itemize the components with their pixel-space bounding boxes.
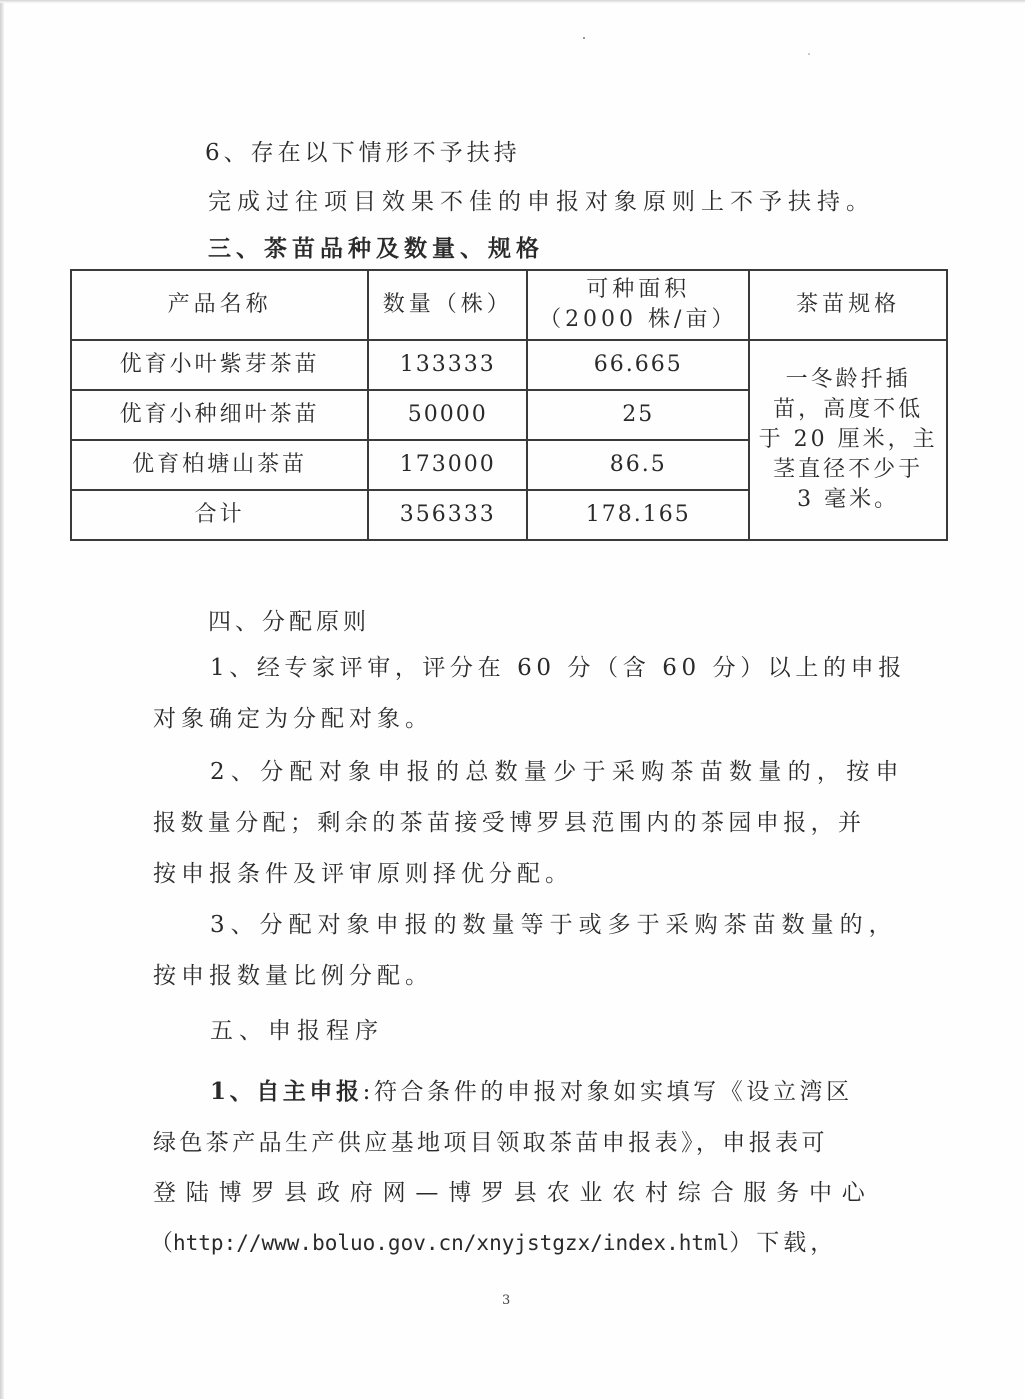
- download-url[interactable]: http://www.boluo.gov.cn/xnyjstgzx/index.html: [173, 1231, 730, 1255]
- section4-title: 四、分配原则: [208, 609, 370, 635]
- spec-line: 茎直径不少于: [773, 457, 924, 482]
- row-quantity: 50000: [368, 390, 527, 440]
- section4-item2-line2: 报数量分配；剩余的茶苗接受博罗县范围内的茶园申报，并: [153, 810, 866, 836]
- header-spec: 茶苗规格: [749, 270, 947, 340]
- row-product-name: 优育柏塘山茶苗: [71, 440, 368, 490]
- scan-edge: [0, 0, 1025, 3]
- row-product-name: 优育小种细叶茶苗: [71, 390, 368, 440]
- section4-item3-line2: 按申报数量比例分配。: [153, 963, 433, 989]
- section4-item1-line2: 对象确定为分配对象。: [153, 706, 433, 732]
- section4-item3-line1: 3、分配对象申报的数量等于或多于采购茶苗数量的，: [210, 912, 898, 938]
- section5-title: 五、申报程序: [210, 1018, 384, 1044]
- table-row: [71, 340, 947, 390]
- header-quantity: 数量（株）: [368, 270, 527, 340]
- spec-line: 苗，高度不低: [773, 397, 924, 422]
- section4-item1-line1: 1、经专家评审，评分在 60 分（含 60 分）以上的申报: [210, 655, 906, 681]
- url-close-text: ）下载，: [729, 1230, 838, 1256]
- row-product-name: 优育小叶紫芽茶苗: [71, 340, 368, 390]
- row-area: 25: [527, 390, 749, 440]
- spec-line: 一冬龄扦插: [785, 367, 911, 392]
- scan-speck: [808, 53, 810, 55]
- scan-edge: [0, 0, 4, 1399]
- row-area: 86.5: [527, 440, 749, 490]
- url-open-paren: （: [150, 1230, 173, 1256]
- section6-body: 完成过往项目效果不佳的申报对象原则上不予扶持。: [208, 189, 875, 215]
- spec-line: 3 毫米。: [797, 487, 900, 512]
- header-area-line1: 可种面积: [586, 277, 691, 302]
- section6-title: 6、存在以下情形不予扶持: [205, 140, 521, 166]
- self-report-text: :符合条件的申报对象如实填写《设立湾区: [362, 1079, 853, 1105]
- table-header-row: [71, 270, 947, 340]
- header-area: [527, 270, 749, 340]
- total-quantity: 356333: [368, 490, 527, 540]
- section3-title: 三、茶苗品种及数量、规格: [208, 235, 544, 262]
- section5-item1-line1: [210, 1077, 853, 1107]
- row-quantity: 133333: [368, 340, 527, 390]
- header-area-line2: （2000 株/亩）: [539, 307, 738, 332]
- section5-item1-line2: 绿色茶产品生产供应基地项目领取茶苗申报表》，申报表可: [153, 1130, 828, 1156]
- section5-item1-line3: 登陆博罗县政府网—博罗县农业农村综合服务中心: [153, 1180, 875, 1206]
- section5-item1-line4: [150, 1228, 837, 1258]
- total-label: 合计: [71, 490, 368, 540]
- seedling-table: [70, 269, 948, 541]
- spec-line: 于 20 厘米，主: [758, 427, 938, 452]
- header-product-name: 产品名称: [71, 270, 368, 340]
- section4-item2-line3: 按申报条件及评审原则择优分配。: [153, 861, 573, 887]
- row-area: 66.665: [527, 340, 749, 390]
- self-report-label: 1、自主申报: [210, 1078, 363, 1105]
- row-quantity: 173000: [368, 440, 527, 490]
- section4-item2-line1: 2、分配对象申报的总数量少于采购茶苗数量的，按申: [210, 759, 905, 785]
- scan-speck: [583, 37, 585, 39]
- page-number: 3: [502, 1293, 511, 1308]
- spec-cell: [749, 340, 947, 540]
- total-area: 178.165: [527, 490, 749, 540]
